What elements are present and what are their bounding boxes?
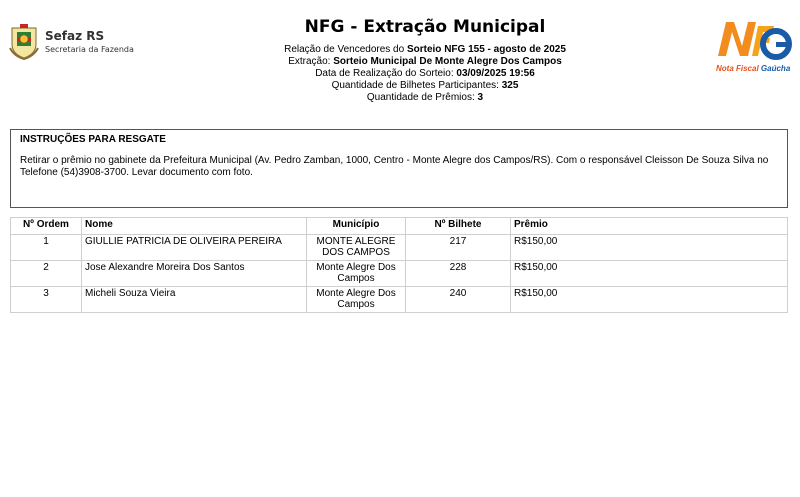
relacao-line bbox=[200, 44, 650, 56]
header-municipio: Município bbox=[307, 218, 406, 235]
cell-nome: GIULLIE PATRICIA DE OLIVEIRA PEREIRA bbox=[82, 235, 307, 261]
header-nome: Nome bbox=[82, 218, 307, 235]
extracao-line bbox=[200, 56, 650, 68]
brand-text bbox=[716, 64, 790, 73]
cell-nome: Jose Alexandre Moreira Dos Santos bbox=[82, 261, 307, 287]
extracao-label: Extração: bbox=[288, 56, 331, 67]
data-line bbox=[200, 68, 650, 80]
premios-value: 3 bbox=[477, 92, 484, 103]
instructions-text: Retirar o prêmio no gabinete da Prefeitura Municipal (Av. Pedro Zamban, 1000, Centro - Monte Alegre dos Campos/RS). Com o responsável Cleisson De Souza Silva no Telefone (54)3908-3700. Levar documento com foto. bbox=[20, 155, 769, 178]
bilhetes-line bbox=[200, 80, 650, 92]
instructions-title: INSTRUÇÕES PARA RESGATE bbox=[20, 134, 166, 145]
org-name: Sefaz RS bbox=[45, 29, 105, 43]
cell-municipio: Monte Alegre Dos Campos bbox=[307, 261, 406, 287]
cell-bilhete: 217 bbox=[406, 235, 511, 261]
cell-bilhete: 228 bbox=[406, 261, 511, 287]
table-row bbox=[11, 235, 788, 261]
header-ordem: Nº Ordem bbox=[11, 218, 82, 235]
org-subtitle: Secretaria da Fazenda bbox=[45, 45, 134, 54]
extracao-value: Sorteio Municipal De Monte Alegre Dos Campos bbox=[333, 56, 562, 67]
winners-table bbox=[10, 217, 788, 313]
draw-info bbox=[200, 44, 650, 104]
data-label: Data de Realização do Sorteio: bbox=[315, 68, 454, 79]
brand-text-a: Nota Fiscal bbox=[716, 64, 759, 73]
instructions-box bbox=[10, 129, 788, 208]
bilhetes-value: 325 bbox=[501, 80, 519, 91]
cell-premio: R$150,00 bbox=[511, 235, 788, 261]
cell-nome: Micheli Souza Vieira bbox=[82, 287, 307, 313]
data-value: 03/09/2025 19:56 bbox=[456, 68, 535, 79]
cell-municipio: Monte Alegre Dos Campos bbox=[307, 287, 406, 313]
header-bilhete: Nº Bilhete bbox=[406, 218, 511, 235]
bilhetes-label: Quantidade de Bilhetes Participantes: bbox=[331, 80, 499, 91]
brand-text-b: Gaúcha bbox=[760, 64, 791, 73]
header-premio: Prêmio bbox=[511, 218, 788, 235]
premios-label: Quantidade de Prêmios: bbox=[366, 92, 475, 103]
relacao-label: Relação de Vencedores do bbox=[284, 44, 405, 55]
cell-premio: R$150,00 bbox=[511, 261, 788, 287]
cell-ordem: 1 bbox=[11, 235, 82, 261]
relacao-value: Sorteio NFG 155 - agosto de 2025 bbox=[406, 44, 566, 55]
cell-ordem: 2 bbox=[11, 261, 82, 287]
table-row bbox=[11, 287, 788, 313]
cell-premio: R$150,00 bbox=[511, 287, 788, 313]
premios-line bbox=[200, 92, 650, 104]
table-row bbox=[11, 261, 788, 287]
cell-ordem: 3 bbox=[11, 287, 82, 313]
nfg-logo bbox=[712, 16, 792, 76]
cell-municipio: MONTE ALEGRE DOS CAMPOS bbox=[307, 235, 406, 261]
cell-bilhete: 240 bbox=[406, 287, 511, 313]
nfg-logo-icon bbox=[712, 16, 792, 64]
table-header-row bbox=[11, 218, 788, 235]
page-title: NFG - Extração Municipal bbox=[304, 17, 546, 37]
